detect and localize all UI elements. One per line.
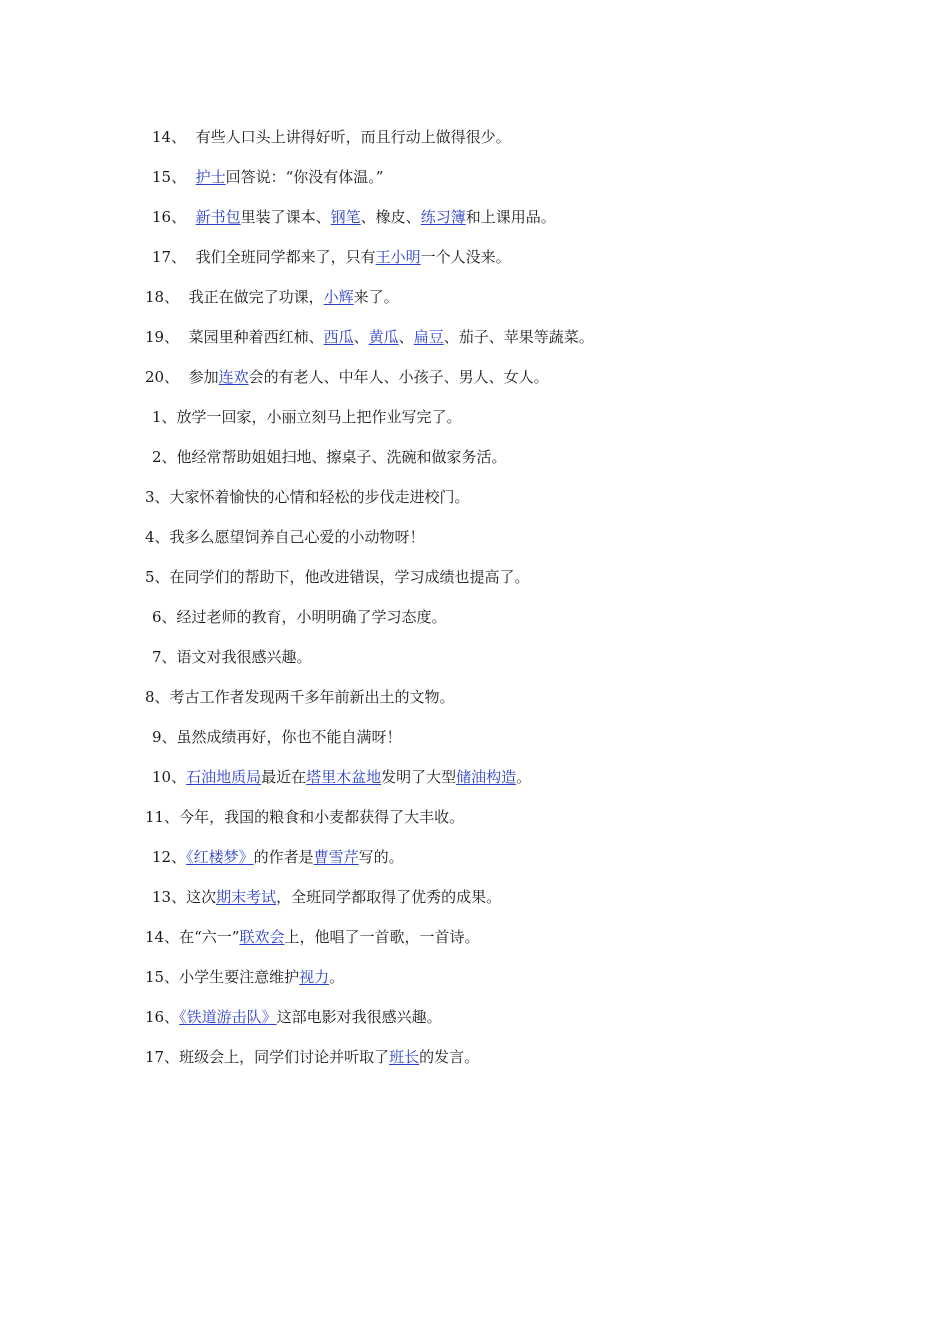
hyperlink[interactable]: 储油构造 [456,768,517,786]
sentence-text: 16、 [145,1008,180,1026]
sentence-text: 14、 有些人口头上讲得好听，而且行动上做得很少。 [152,128,511,146]
hyperlink[interactable]: 期末考试 [216,888,277,906]
sentence-text: 13、这次 [152,888,217,906]
sentence-text: 12、 [152,848,187,866]
hyperlink[interactable]: 小辉 [323,288,354,306]
hyperlink[interactable]: 《铁道游击队》 [179,1008,277,1026]
hyperlink[interactable]: 扁豆 [413,328,444,346]
sentence-text: 19、 菜园里种着西红柿、 [145,328,324,346]
sentence-text: 一个人没来。 [420,248,511,266]
sentence-text: ，全班同学都取得了优秀的成果。 [276,888,502,906]
sentence-text: 2、他经常帮助姐姐扫地、擦桌子、洗碗和做家务活。 [152,448,507,466]
sentence-text: 4、我多么愿望饲养自己心爱的小动物呀！ [145,528,425,546]
sentence-text: 、茄子、苹果等蔬菜。 [443,328,594,346]
sentence-text: 、 [398,328,414,346]
sentence-text: 。 [516,768,532,786]
hyperlink[interactable]: 钢笔 [330,208,361,226]
sentence-text: 5、在同学们的帮助下，他改进错误，学习成绩也提高了。 [145,568,530,586]
hyperlink[interactable]: 班长 [389,1048,420,1066]
sentence-line [145,567,530,587]
sentence-text: 7、语文对我很感兴趣。 [152,648,312,666]
sentence-line [152,127,511,147]
sentence-text: 和上课用品。 [465,208,556,226]
sentence-text: 上，他唱了一首歌，一首诗。 [284,928,480,946]
sentence-text: 写的。 [358,848,404,866]
sentence-text: 1、放学一回家，小丽立刻马上把作业写完了。 [152,408,462,426]
sentence-text: 回答说：“你没有体温。” [225,168,384,186]
sentence-line [152,887,501,907]
sentence-line [152,407,462,427]
sentence-line [152,167,383,187]
hyperlink[interactable]: 王小明 [375,248,421,266]
hyperlink[interactable]: 西瓜 [323,328,354,346]
sentence-text: 会的有老人、中年人、小孩子、男人、女人。 [248,368,549,386]
hyperlink[interactable]: 新书包 [195,208,241,226]
sentence-line [145,807,464,827]
sentence-text: 17、班级会上，同学们讨论并听取了 [145,1048,390,1066]
sentence-text: 的作者是 [253,848,314,866]
hyperlink[interactable]: 《红楼梦》 [186,848,254,866]
sentence-line [145,487,470,507]
hyperlink[interactable]: 黄瓜 [368,328,399,346]
sentence-text: 17、 我们全班同学都来了，只有 [152,248,376,266]
sentence-text: 18、 我正在做完了功课， [145,288,324,306]
sentence-text: 、橡皮、 [360,208,421,226]
sentence-line [152,647,312,667]
sentence-line [145,287,399,307]
sentence-text: 这部电影对我很感兴趣。 [276,1008,442,1026]
sentence-line [152,607,447,627]
sentence-line [152,767,531,787]
sentence-text: 20、 参加 [145,368,219,386]
sentence-line [152,207,556,227]
sentence-text: 。 [329,968,345,986]
sentence-text: 15、 [152,168,196,186]
hyperlink[interactable]: 护士 [195,168,226,186]
hyperlink[interactable]: 练习簿 [420,208,466,226]
sentence-text: 8、考古工作者发现两千多年前新出土的文物。 [145,688,455,706]
sentence-line [145,367,549,387]
sentence-line [145,927,479,947]
sentence-line [145,967,344,987]
sentence-text: 3、大家怀着愉快的心情和轻松的步伐走进校门。 [145,488,470,506]
sentence-text: 9、虽然成绩再好，你也不能自满呀！ [152,728,402,746]
sentence-text: 10、 [152,768,187,786]
sentence-line [145,1047,479,1067]
sentence-text: 最近在 [261,768,307,786]
sentence-text: 、 [353,328,369,346]
sentence-text: 11、今年，我国的粮食和小麦都获得了大丰收。 [145,808,465,826]
sentence-text: 的发言。 [419,1048,480,1066]
sentence-line [152,727,402,747]
sentence-text: 6、经过老师的教育，小明明确了学习态度。 [152,608,447,626]
sentence-text: 发明了大型 [381,768,457,786]
sentence-line [145,1007,442,1027]
sentence-text: 15、小学生要注意维护 [145,968,300,986]
sentence-line [145,687,455,707]
sentence-line [145,327,594,347]
hyperlink[interactable]: 塔里木盆地 [306,768,382,786]
hyperlink[interactable]: 连欢 [218,368,249,386]
sentence-text: 16、 [152,208,196,226]
sentence-text: 里装了课本、 [240,208,331,226]
sentence-text: 来了。 [353,288,399,306]
sentence-line [152,847,404,867]
sentence-line [145,527,425,547]
hyperlink[interactable]: 视力 [299,968,330,986]
sentence-line [152,447,507,467]
hyperlink[interactable]: 联欢会 [239,928,285,946]
hyperlink[interactable]: 石油地质局 [186,768,262,786]
sentence-line [152,247,511,267]
hyperlink[interactable]: 曹雪芹 [313,848,359,866]
sentence-text: 14、在“六一” [145,928,240,946]
